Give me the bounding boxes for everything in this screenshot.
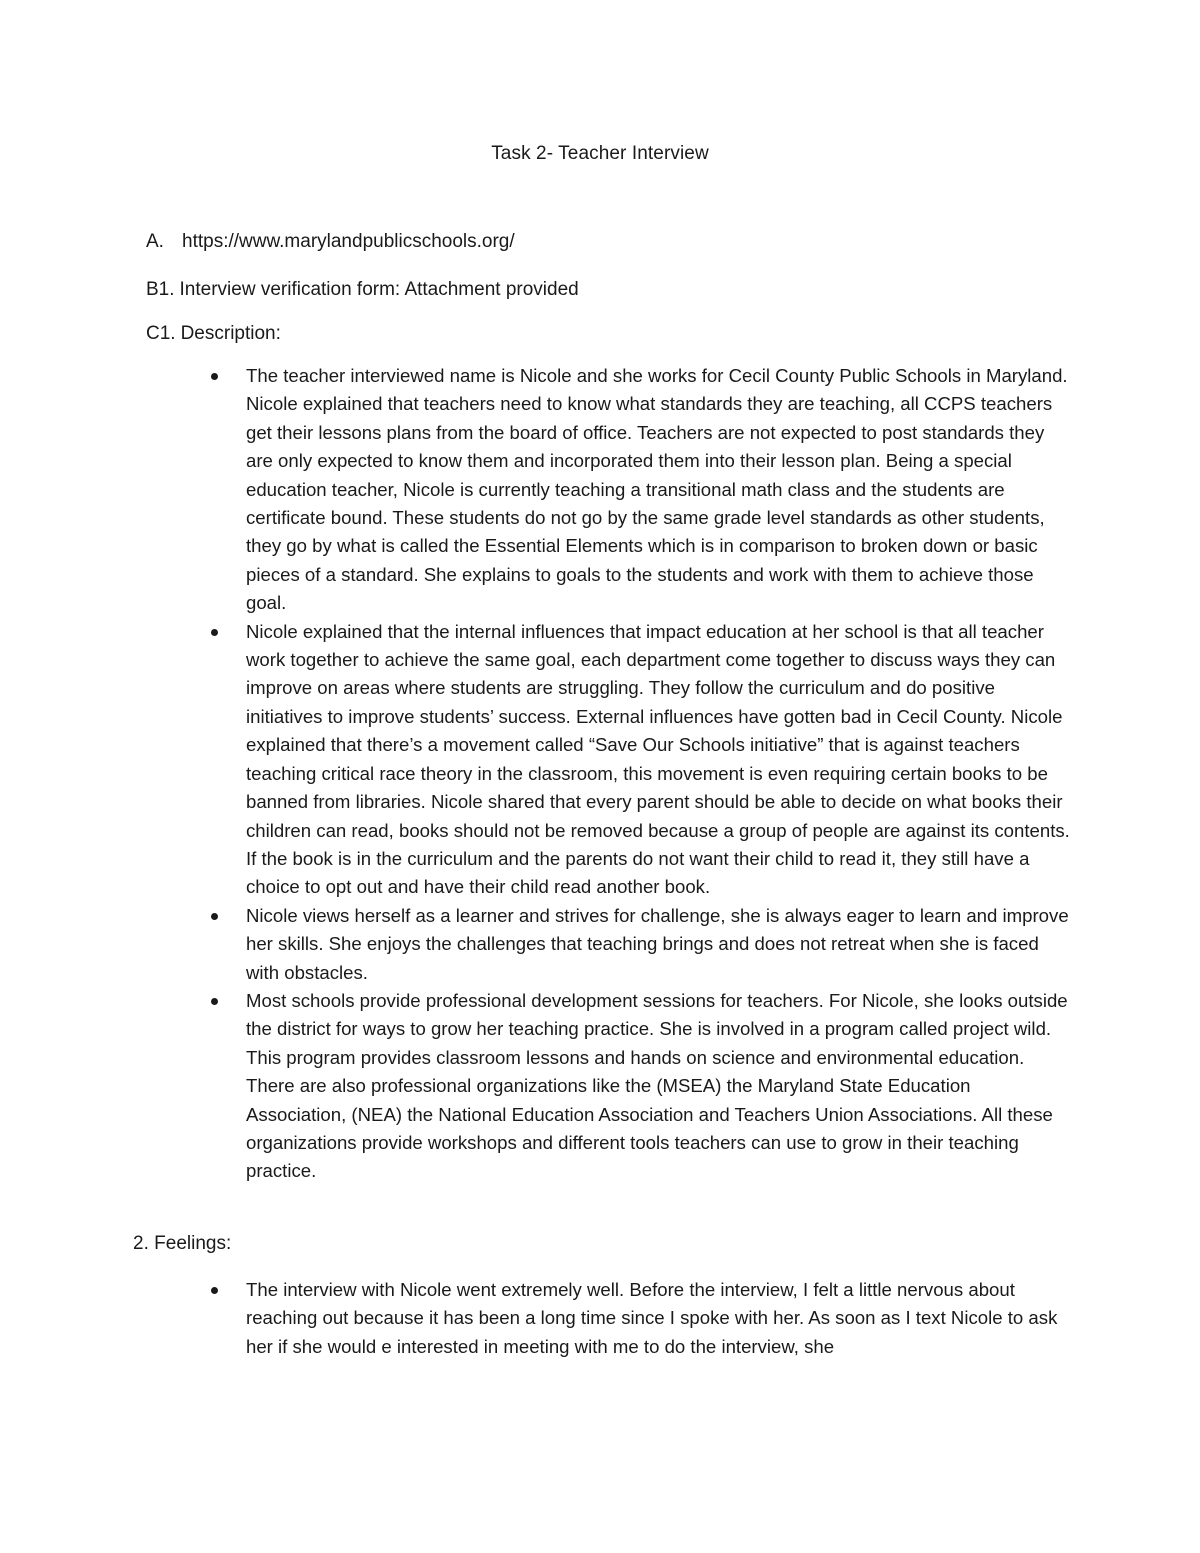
description-bullet xyxy=(0,902,1200,987)
bullet-icon xyxy=(211,629,218,636)
section-2-heading xyxy=(133,1233,231,1255)
feelings-bullet xyxy=(0,1276,1200,1361)
item-b1-tag: B1. xyxy=(146,279,175,300)
description-bullet-list xyxy=(0,362,1200,1186)
description-bullet xyxy=(0,987,1200,1186)
item-c1-text: Description: xyxy=(180,323,281,344)
item-a-tag: A. xyxy=(146,231,164,252)
description-bullet-text: The teacher interviewed name is Nicole and she works for Cecil County Public Schools in Maryland. Nicole explained that teachers need to know what standards they are teaching, all CCPS teachers get their lessons plans from the board of office. Teachers are not expected to post standards they are only expected to know them and incorporated them into their lesson plan. Being a special education teacher, Nicole is currently teaching a transitional math class and the students are certificate bound. These students do not go by the same grade level standards as other students, they go by what is called the Essential Elements which is in comparison to broken down or basic pieces of a standard. She explains to goals to the students and work with them to achieve those goal. xyxy=(246,365,1068,614)
section-2-tag: 2. xyxy=(133,1233,149,1254)
description-bullet-text: Nicole explained that the internal influences that impact education at her school is that all teacher work together to achieve the same goal, each department come together to discuss ways they can improve on areas where students are struggling. They follow the curriculum and do positive initiatives to improve students’ success. External influences have gotten bad in Cecil County. Nicole explained that there’s a movement called “Save Our Schools initiative” that is against teachers teaching critical race theory in the classroom, this movement is even requiring certain books to be banned from libraries. Nicole shared that every parent should be able to decide on what books their children can read, books should not be removed because a group of people are against its contents. If the book is in the curriculum and the parents do not want their child to read it, they still have a choice to opt out and have their child read another book. xyxy=(246,620,1070,898)
item-a xyxy=(146,231,515,253)
bullet-icon xyxy=(211,373,218,380)
feelings-bullet-text: The interview with Nicole went extremely well. Before the interview, I felt a little nervous about reaching out because it has been a long time since I spoke with her. As soon as I text Nicole to ask her if she would e interested in meeting with me to do the interview, she xyxy=(246,1279,1058,1357)
item-a-link[interactable]: https://www.marylandpublicschools.org/ xyxy=(182,231,515,252)
description-bullet-text: Most schools provide professional development sessions for teachers. For Nicole, she looks outside the district for ways to grow her teaching practice. She is involved in a program called project wild. This program provides classroom lessons and hands on science and environmental education. There are also professional organizations like the (MSEA) the Maryland State Education Association, (NEA) the National Education Association and Teachers Union Associations. All these organizations provide workshops and different tools teachers can use to grow in their teaching practice. xyxy=(246,989,1068,1182)
feelings-bullet-list xyxy=(0,1276,1200,1361)
bullet-icon xyxy=(211,998,218,1005)
item-c1-tag: C1. xyxy=(146,323,176,344)
section-2-text: Feelings: xyxy=(154,1233,232,1254)
description-bullet xyxy=(0,618,1200,902)
bullet-icon xyxy=(211,1287,218,1294)
item-b1 xyxy=(146,279,579,301)
document-title: Task 2- Teacher Interview xyxy=(491,143,709,164)
bullet-icon xyxy=(211,913,218,920)
item-b1-text: Interview verification form: Attachment provided xyxy=(179,279,579,300)
item-c1 xyxy=(146,323,281,345)
description-bullet-text: Nicole views herself as a learner and strives for challenge, she is always eager to learn and improve her skills. She enjoys the challenges that teaching brings and does not retreat when she is faced with obstacles. xyxy=(246,904,1069,983)
description-bullet xyxy=(0,362,1200,618)
